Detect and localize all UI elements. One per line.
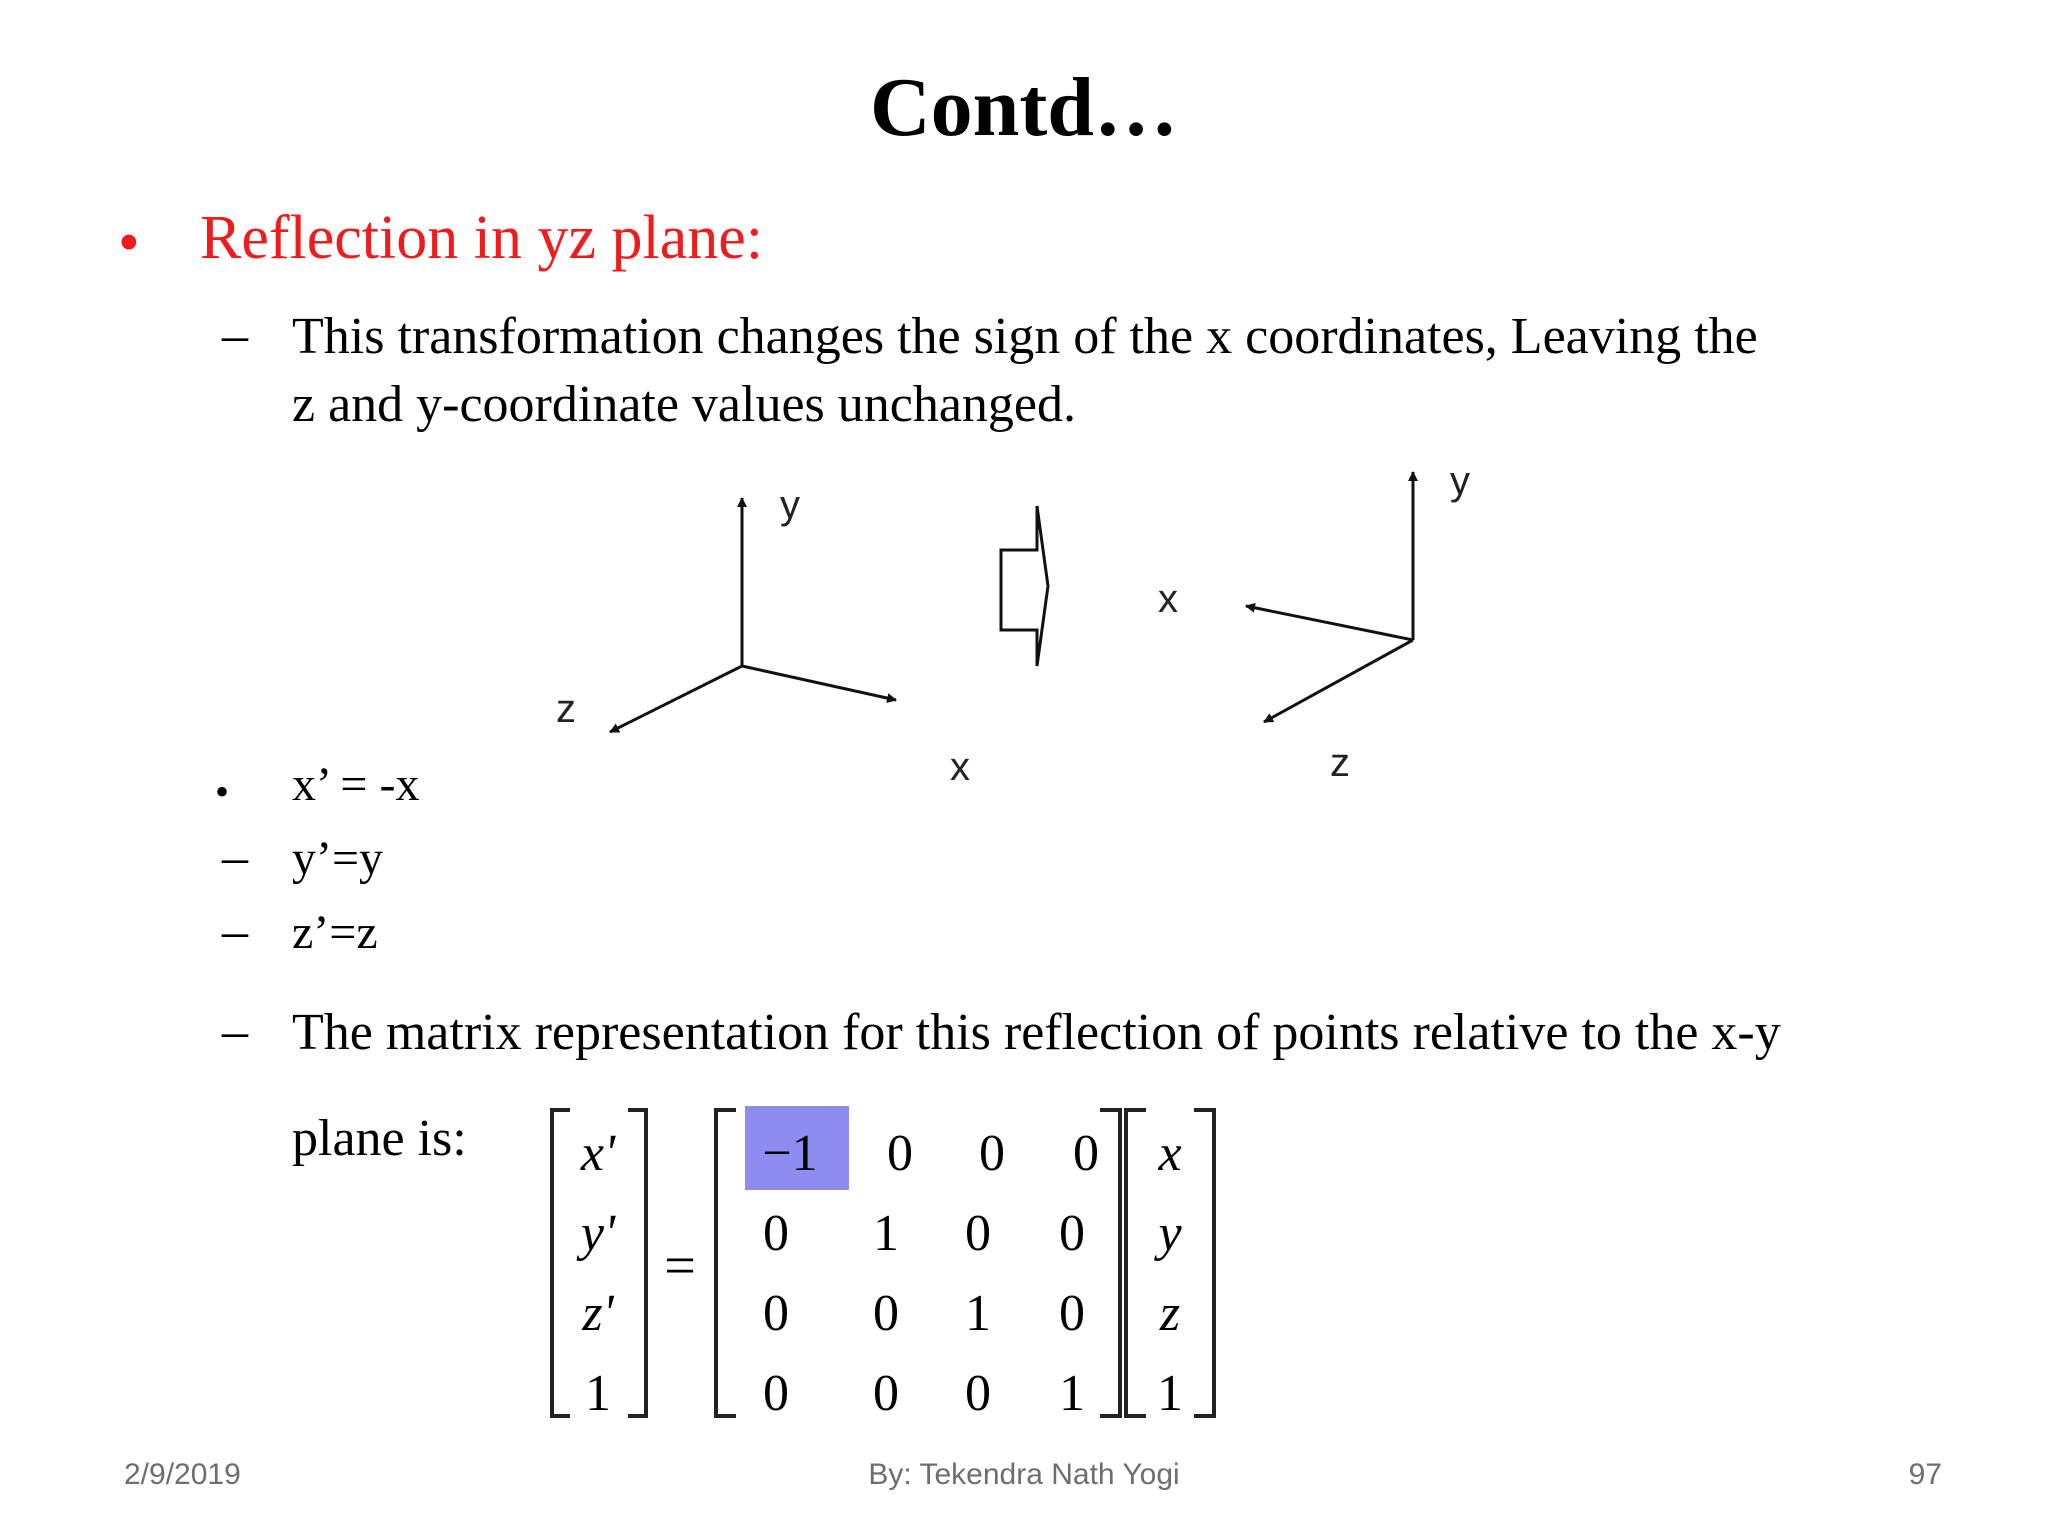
heading-text: Reflection in yz plane:	[200, 204, 763, 272]
m-r4-c3: 0	[965, 1365, 991, 1422]
description-dash: –	[222, 307, 248, 364]
rhs-x: x	[1158, 1125, 1182, 1182]
rhs-z: z	[1159, 1285, 1181, 1342]
m-r3-c4: 0	[1059, 1285, 1085, 1342]
m-r3-c1: 0	[763, 1285, 789, 1342]
m-r3-c2: 0	[873, 1285, 899, 1342]
z-label-before: z	[556, 687, 576, 731]
z-axis-before	[610, 666, 742, 732]
description-line-2: z and y-coordinate values unchanged.	[292, 376, 1077, 433]
rhs-one: 1	[1157, 1365, 1183, 1422]
matrix-text-dash: –	[222, 1003, 248, 1060]
lhs-z: z'	[582, 1285, 614, 1342]
slide-title: Contd…	[869, 61, 1179, 154]
m-r4-c1: 0	[763, 1365, 789, 1422]
x-label-before: x	[950, 745, 970, 789]
x-axis-after	[1246, 606, 1413, 640]
m-r4-c2: 0	[873, 1365, 899, 1422]
equation-z: z’=z	[292, 906, 378, 959]
rhs-left-bracket	[1126, 1110, 1146, 1416]
matrix-equation	[540, 1098, 1240, 1428]
x-axis-before	[742, 666, 896, 700]
heading-bullet: •	[118, 209, 140, 277]
description-line-1: This transformation changes the sign of the x coordinates, Leaving the	[292, 308, 1758, 365]
m-r2-c2: 1	[873, 1205, 899, 1262]
axes-before	[556, 483, 970, 789]
m-r1-c4: 0	[1073, 1125, 1099, 1182]
equation-x: x’ = -x	[292, 758, 420, 811]
m-r2-c3: 0	[965, 1205, 991, 1262]
m-r1-c1: −1	[762, 1125, 818, 1182]
m-r4-c4: 1	[1059, 1365, 1085, 1422]
m-r2-c4: 0	[1059, 1205, 1085, 1262]
m-r3-c3: 1	[965, 1285, 991, 1342]
m-r2-c1: 0	[763, 1205, 789, 1262]
m-r1-c2: 0	[887, 1125, 913, 1182]
lhs-left-bracket	[552, 1110, 570, 1416]
lhs-x: x'	[580, 1125, 616, 1182]
y-label-before: y	[780, 483, 800, 527]
lhs-one: 1	[585, 1365, 611, 1422]
transform-arrow-icon	[1001, 506, 1048, 666]
rhs-right-bracket	[1194, 1110, 1214, 1416]
transform-right-bracket	[1100, 1110, 1120, 1416]
x-label-after: x	[1158, 577, 1178, 621]
rhs-y: y	[1158, 1205, 1182, 1262]
matrix-text-line-2: plane is:	[292, 1110, 467, 1167]
equation-y: y’=y	[292, 832, 384, 885]
equation-bullet: •	[215, 769, 230, 814]
z-label-after: z	[1330, 741, 1350, 785]
m-r1-c3: 0	[979, 1125, 1005, 1182]
transform-matrix-cells	[762, 1125, 1099, 1422]
footer-date: 2/9/2019	[124, 1458, 241, 1491]
lhs-right-bracket	[628, 1110, 646, 1416]
equation-z-dash: –	[222, 903, 248, 960]
equals-sign: =	[664, 1235, 696, 1297]
y-label-after: y	[1450, 459, 1470, 503]
axes-after	[1158, 459, 1470, 785]
footer-page-number: 97	[1908, 1458, 1942, 1491]
lhs-y: y'	[580, 1205, 616, 1262]
equation-y-dash: –	[222, 829, 248, 886]
footer-author: By: Tekendra Nath Yogi	[868, 1458, 1180, 1491]
z-axis-after	[1264, 640, 1413, 722]
matrix-text-line-1: The matrix representation for this reflection of points relative to the x-y	[292, 1004, 1781, 1061]
transform-left-bracket	[716, 1110, 736, 1416]
